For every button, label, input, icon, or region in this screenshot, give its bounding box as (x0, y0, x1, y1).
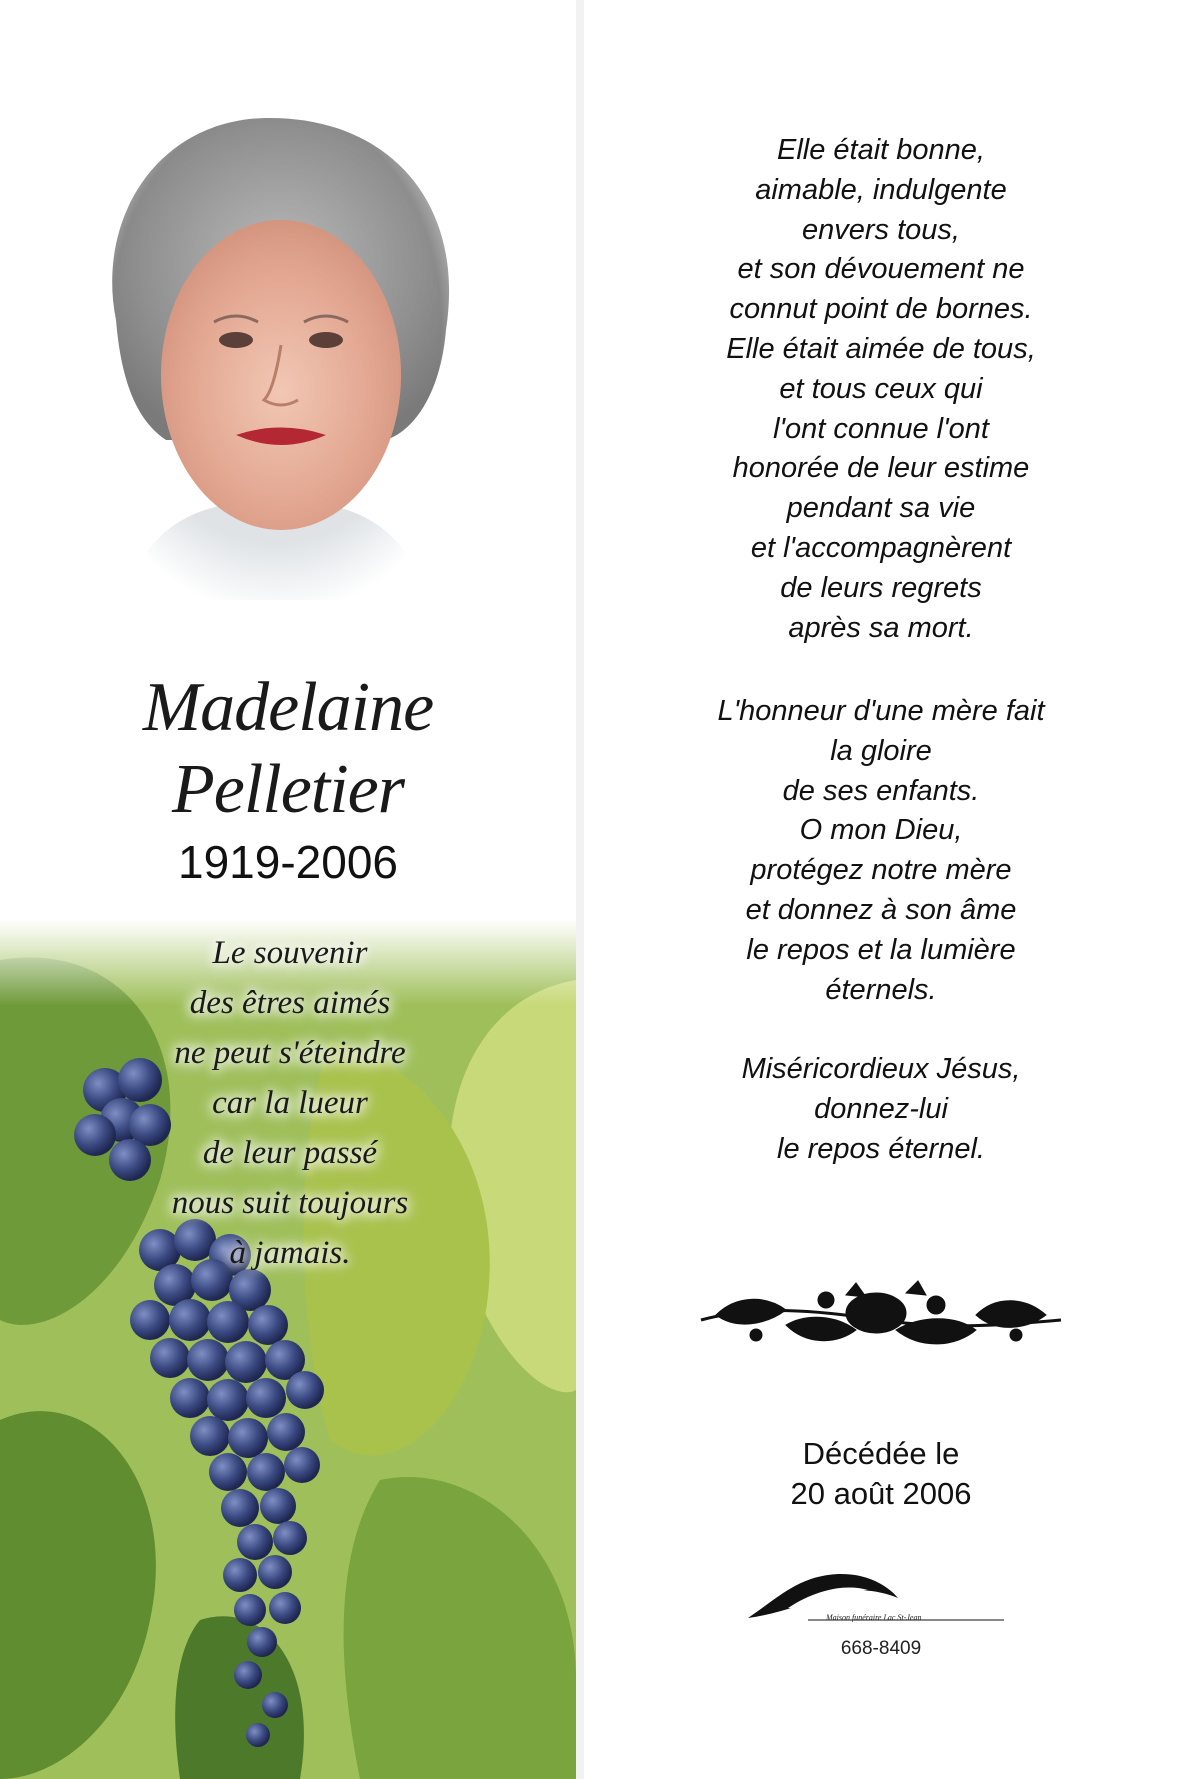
stanza-line: honorée de leur estime (732, 452, 1030, 485)
stanza-line: envers tous, (802, 213, 960, 246)
stanza-line: Elle était bonne, (777, 134, 985, 166)
verse-line: des êtres aimés (189, 985, 391, 1021)
stanza-line: protégez notre mère (750, 854, 1012, 887)
stanza-2 (584, 692, 1178, 1010)
stanza-line: aimable, indulgente (755, 173, 1007, 206)
stanza-line: et son dévouement ne (737, 253, 1025, 286)
stanza-line: L'honneur d'une mère fait (717, 695, 1045, 727)
stanza-line: après sa mort. (788, 611, 974, 644)
stanza-line: et l'accompagnèrent (750, 531, 1012, 564)
verse-line: à jamais. (229, 1235, 351, 1271)
stanza-line: de ses enfants. (782, 774, 980, 807)
verse-line: Le souvenir (212, 935, 368, 971)
stanza-line: et tous ceux qui (779, 372, 983, 405)
life-years: 1919-2006 (178, 836, 398, 888)
stanza-line: le repos et la lumière (746, 933, 1016, 966)
verse-line: de leur passé (202, 1135, 378, 1171)
stanza-line: O mon Dieu, (799, 814, 963, 847)
right-bookmark-panel (584, 0, 1178, 1779)
funeral-home-name: Maison funéraire Lac St-Jean (826, 1613, 922, 1622)
verse-line: nous suit toujours (171, 1185, 409, 1221)
verse-line: ne peut s'éteindre (174, 1035, 406, 1071)
card-divider (576, 0, 584, 1779)
stanza-line: donnez-lui (814, 1092, 948, 1125)
death-date: 20 août 2006 (790, 1476, 972, 1511)
stanza-line: l'ont connue l'ont (773, 412, 989, 445)
stanza-line: et donnez à son âme (745, 893, 1017, 926)
stanza-line: la gloire (830, 734, 932, 767)
stanza-line: Elle était aimée de tous, (726, 332, 1036, 365)
deceased-last-name: Pelletier (171, 751, 404, 828)
deceased-first-name: Madelaine (142, 669, 434, 746)
stanza-line: éternels. (825, 973, 937, 1006)
left-verse (120, 928, 460, 1278)
verse-line: car la lueur (212, 1085, 368, 1121)
stanza-3 (584, 1050, 1178, 1169)
stanza-line: de leurs regrets (780, 571, 982, 604)
stanza-line: le repos éternel. (777, 1132, 985, 1165)
death-label: Décédée le (802, 1436, 960, 1471)
left-bookmark-panel (0, 0, 576, 1779)
portrait-photo (86, 100, 466, 600)
stanza-1 (584, 131, 1178, 648)
stanza-line: Miséricordieux Jésus, (741, 1053, 1021, 1085)
stanza-line: pendant sa vie (786, 492, 976, 525)
floral-ornament-icon (696, 1275, 1066, 1365)
phone-number: 668-8409 (840, 1638, 922, 1659)
stanza-line: connut point de bornes. (729, 293, 1033, 326)
